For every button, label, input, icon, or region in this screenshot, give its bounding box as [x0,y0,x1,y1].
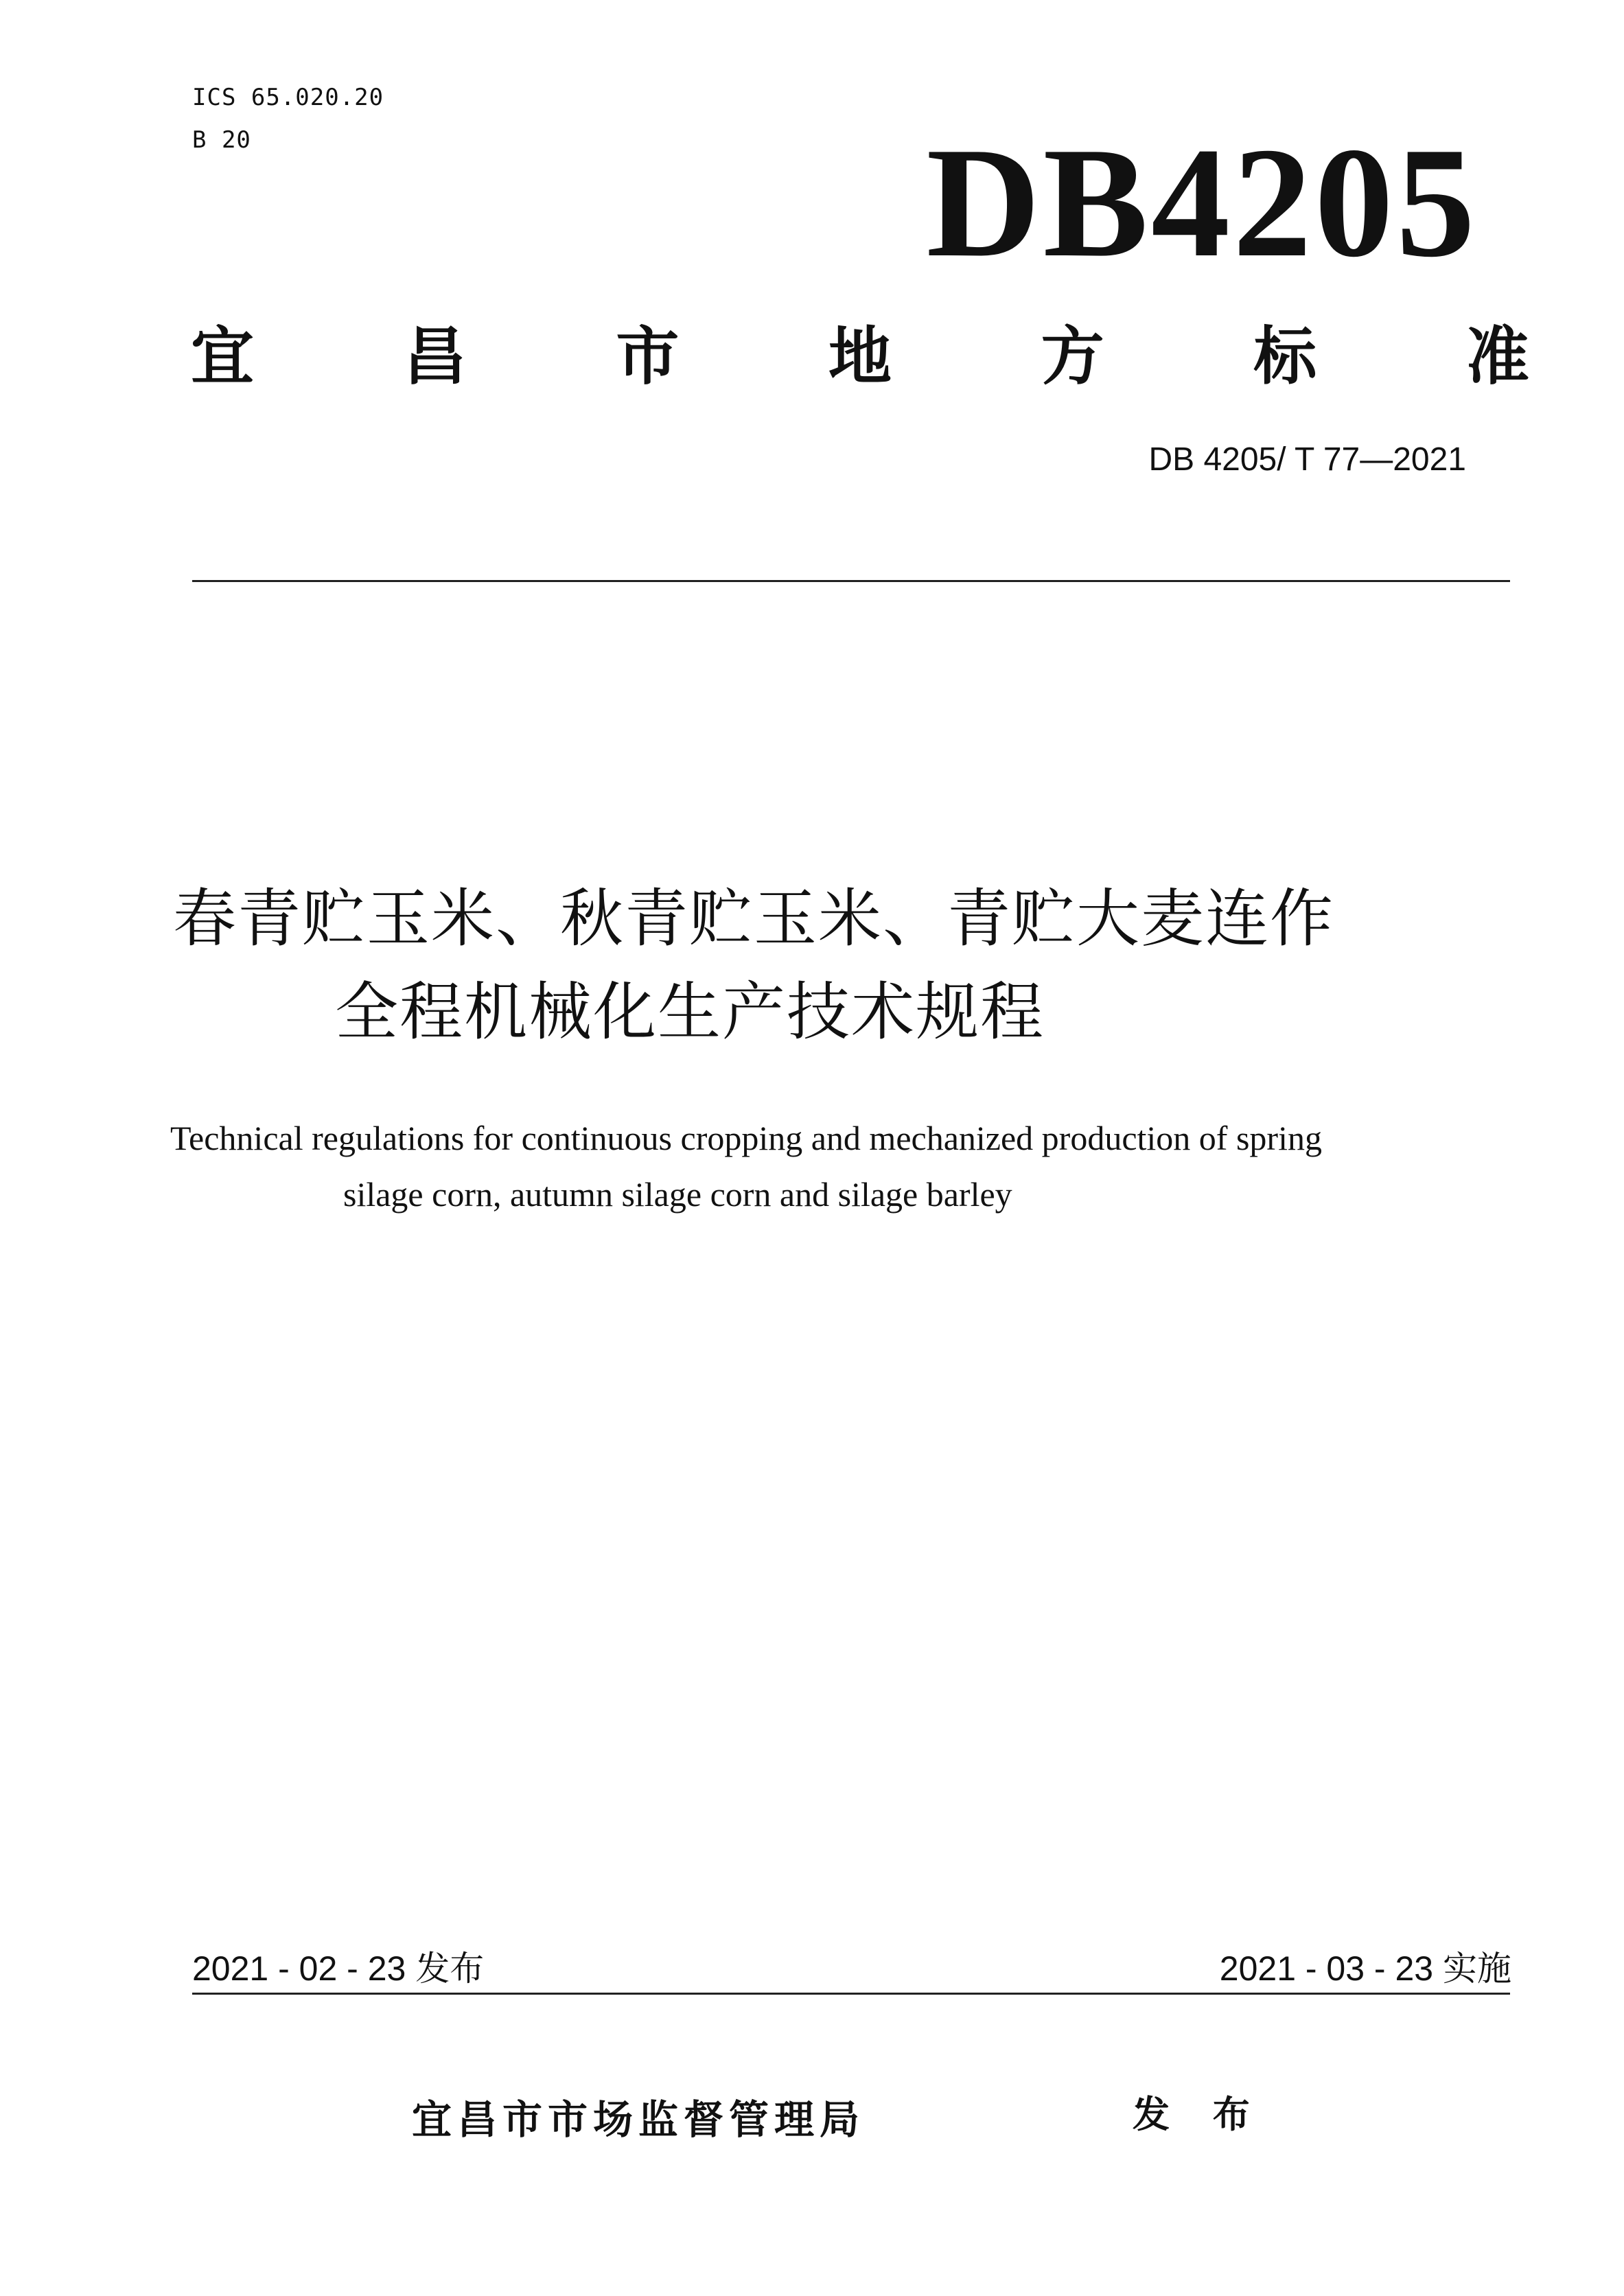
publish-label: 发 布 [1133,2093,1265,2136]
standard-type-char: 昌 [403,320,467,393]
ics-code: ICS 65.020.20 [192,84,384,111]
implement-date: 2021 - 03 - 23 [1219,1949,1434,1988]
implement-label: 实施 [1443,1949,1511,1988]
standard-number: DB 4205/ T 77—2021 [1148,441,1466,478]
issue-date-block [192,1947,484,1991]
standard-type-char: 准 [1465,320,1529,393]
top-divider [192,580,1510,582]
standard-type-heading [191,320,1529,393]
issuing-authority: 宜昌市市场监督管理局 [412,2096,866,2143]
standard-type-char: 地 [828,320,892,393]
title-english-line-1: Technical regulations for continuous cropping and mechanized production of spring [170,1119,1322,1157]
bottom-divider [192,1993,1510,1995]
title-chinese-line-2: 全程机械化生产技术规程 [335,975,1045,1049]
standard-type-char: 宜 [191,320,255,393]
standard-type-char: 标 [1253,320,1317,393]
standard-type-char: 市 [616,320,680,393]
standard-logo: DB4205 [926,115,1478,290]
title-chinese-line-1: 春青贮玉米、秋青贮玉米、青贮大麦连作 [173,882,1335,955]
implement-date-block [1220,1947,1511,1991]
standard-type-char: 方 [1041,320,1104,393]
title-english-line-2: silage corn, autumn silage corn and silage barley [343,1175,1012,1214]
ccs-code: B 20 [192,126,251,154]
issue-label: 发布 [415,1949,485,1988]
issue-date: 2021 - 02 - 23 [192,1949,406,1988]
